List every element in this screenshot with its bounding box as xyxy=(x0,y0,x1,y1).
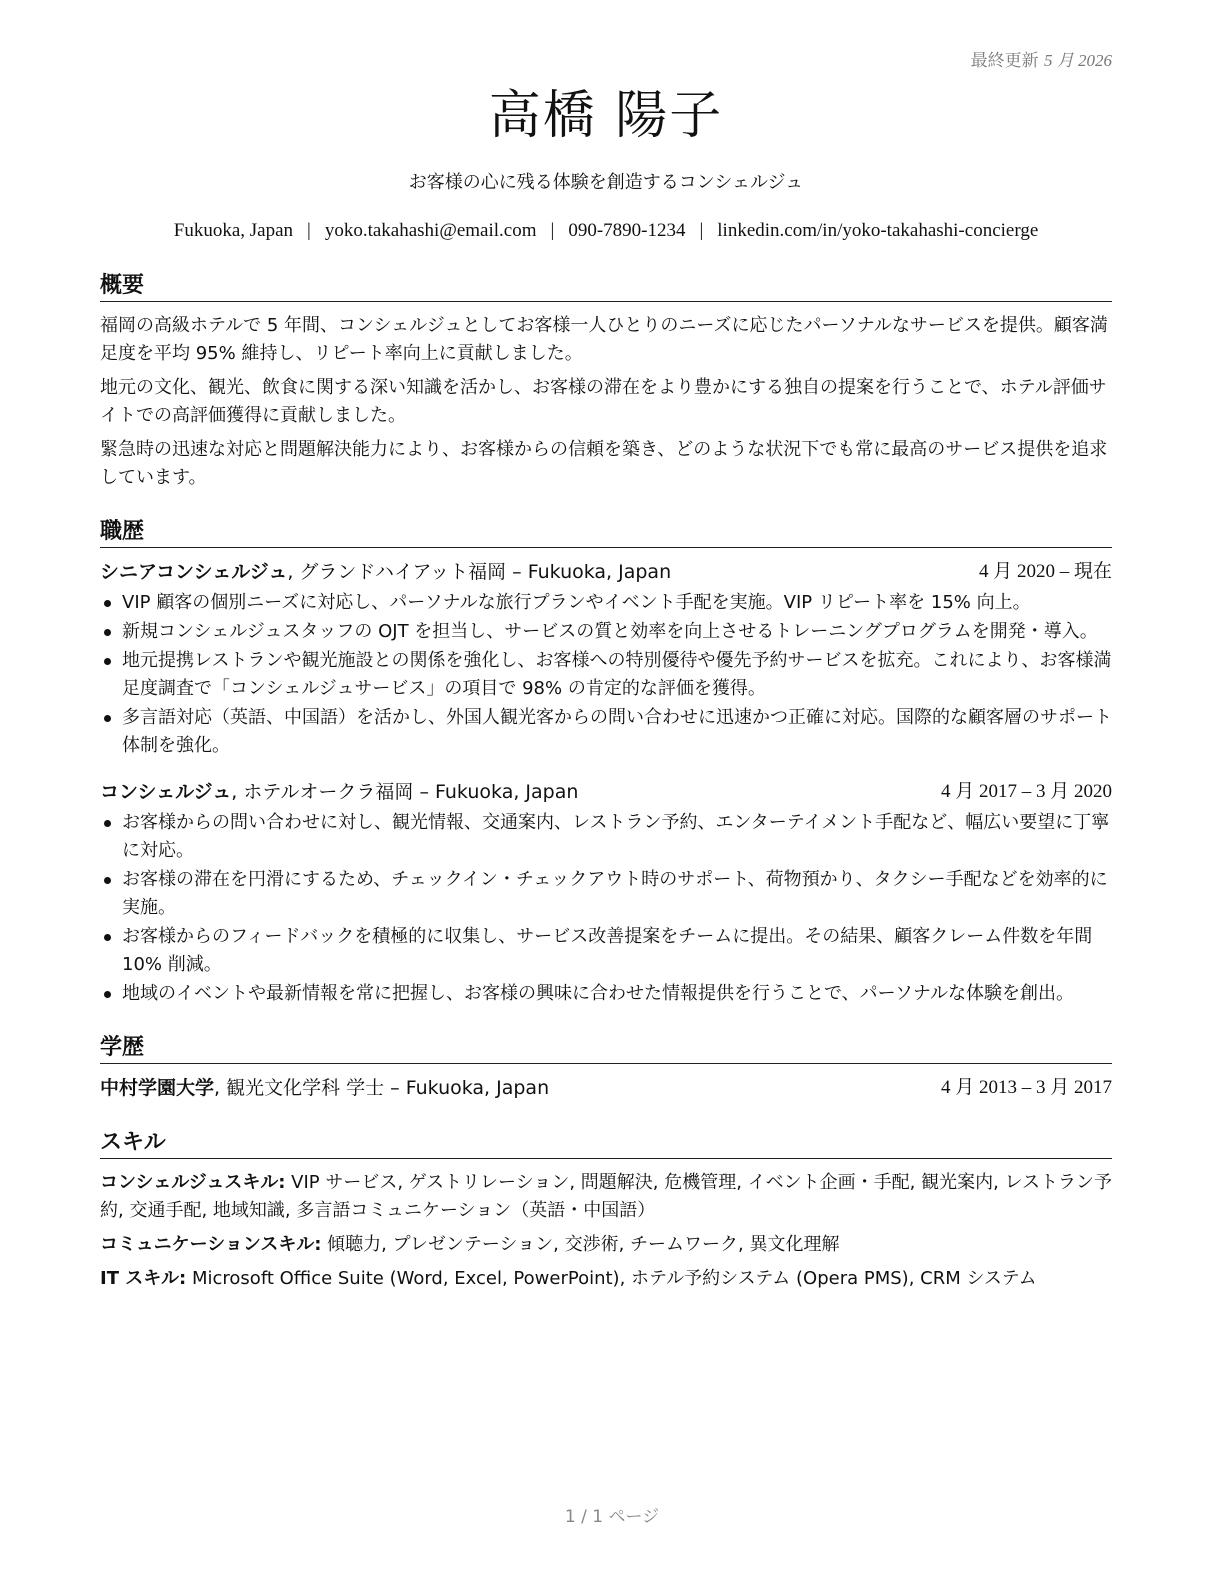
tagline: お客様の心に残る体験を創造するコンシェルジュ xyxy=(408,172,804,193)
skill-line xyxy=(100,1265,1112,1293)
contact-line xyxy=(100,220,1112,242)
job-bullet: 地元提携レストランや観光施設との関係を強化し、お客様への特別優待や優先予約サービスを拡充。これにより、お客様満足度調査で「コンシェルジュサービス」の項目で 98% の肯定的な評価を獲得。 xyxy=(100,647,1112,703)
candidate-name: 高橋 陽子 xyxy=(488,86,724,146)
section-heading-skills: スキル xyxy=(100,1125,1112,1159)
education-school: 中村学園大学 xyxy=(100,1077,215,1099)
job-bullet: 多言語対応（英語、中国語）を活かし、外国人観光客からの問い合わせに迅速かつ正確に対応。国際的な顧客層のサポート体制を強化。 xyxy=(100,704,1112,760)
summary-paragraph: 福岡の高級ホテルで 5 年間、コンシェルジュとしてお客様一人ひとりのニーズに応じたパーソナルなサービスを提供。顧客満足度を平均 95% 維持し、リピート率向上に貢献しました。 xyxy=(100,315,1108,364)
education-entry xyxy=(100,1074,1112,1103)
summary-paragraph: 地元の文化、観光、飲食に関する深い知識を活かし、お客様の滞在をより豊かにする独自の提案を行うことで、ホテル評価サイトでの高評価獲得に貢献しました。 xyxy=(100,377,1107,426)
job-bullets xyxy=(100,809,1112,1008)
job-bullet: VIP 顧客の個別ニーズに対応し、パーソナルな旅行プランやイベント手配を実施。VIP リピート率を 15% 向上。 xyxy=(100,589,1112,617)
last-updated-date: 5 月 2026 xyxy=(1044,51,1112,70)
job-bullet: お客様からのフィードバックを積極的に収集し、サービス改善提案をチームに提出。その結果、顧客クレーム件数を年間 10% 削減。 xyxy=(100,923,1112,979)
education-dates: 4 月 2013 – 3 月 2017 xyxy=(940,1077,1112,1098)
skill-value: Microsoft Office Suite (Word, Excel, PowerPoint), ホテル予約システム (Opera PMS), CRM システム xyxy=(186,1268,1037,1289)
contact-location: Fukuoka, Japan xyxy=(173,220,294,241)
page-number: 1 / 1 ページ xyxy=(564,1507,660,1527)
job-entry xyxy=(100,558,1112,760)
job-header xyxy=(100,778,1112,807)
job-role: コンシェルジュ xyxy=(100,781,232,803)
job-dates: 4 月 2020 – 現在 xyxy=(978,561,1112,582)
section-heading-experience: 職歴 xyxy=(100,514,1112,548)
job-role: シニアコンシェルジュ xyxy=(100,561,288,583)
job-entry xyxy=(100,778,1112,1008)
skill-key: IT スキル: xyxy=(100,1268,187,1289)
skill-value: VIP サービス, ゲストリレーション, 問題解決, 危機管理, イベント企画・手配, 観光案内, レストラン予約, 交通手配, 地域知識, 多言語コミュニケーション（英語・中国語） xyxy=(100,1172,1113,1221)
job-org: , グランドハイアット福岡 – Fukuoka, Japan xyxy=(287,561,672,583)
job-bullet: 新規コンシェルジュスタッフの OJT を担当し、サービスの質と効率を向上させるトレーニングプログラムを開発・導入。 xyxy=(100,618,1112,646)
contact-separator: | xyxy=(550,220,555,241)
section-heading-summary: 概要 xyxy=(100,268,1112,302)
contact-separator: | xyxy=(307,220,311,241)
resume-page xyxy=(100,40,1112,1299)
skill-key: コンシェルジュスキル: xyxy=(100,1172,286,1193)
contact-linkedin[interactable]: linkedin.com/in/yoko-takahashi-concierge xyxy=(717,220,1039,241)
section-heading-education: 学歴 xyxy=(100,1030,1112,1064)
skill-line xyxy=(100,1169,1112,1225)
summary-paragraph: 緊急時の迅速な対応と問題解決能力により、お客様からの信頼を築き、どのような状況下でも常に最高のサービス提供を追求しています。 xyxy=(100,439,1108,488)
contact-separator: | xyxy=(699,220,704,241)
skill-line xyxy=(100,1231,1112,1259)
job-dates: 4 月 2017 – 3 月 2020 xyxy=(940,781,1112,802)
education-detail: , 観光文化学科 学士 – Fukuoka, Japan xyxy=(214,1077,550,1099)
job-bullets xyxy=(100,589,1112,760)
job-bullet: 地域のイベントや最新情報を常に把握し、お客様の興味に合わせた情報提供を行うことで、パーソナルな体験を創出。 xyxy=(100,980,1112,1008)
skill-value: 傾聴力, プレゼンテーション, 交渉術, チームワーク, 異文化理解 xyxy=(321,1234,840,1255)
job-bullet: お客様からの問い合わせに対し、観光情報、交通案内、レストラン予約、エンターテイメント手配など、幅広い要望に丁寧に対応。 xyxy=(100,809,1112,865)
contact-phone[interactable]: 090-7890-1234 xyxy=(568,220,686,241)
skill-key: コミュニケーションスキル: xyxy=(100,1234,322,1255)
contact-email[interactable]: yoko.takahashi@email.com xyxy=(324,220,537,241)
job-org: , ホテルオークラ福岡 – Fukuoka, Japan xyxy=(231,781,579,803)
last-updated-label: 最終更新 xyxy=(970,51,1039,71)
job-header xyxy=(100,558,1112,587)
job-bullet: お客様の滞在を円滑にするため、チェックイン・チェックアウト時のサポート、荷物預かり、タクシー手配などを効率的に実施。 xyxy=(100,866,1112,922)
